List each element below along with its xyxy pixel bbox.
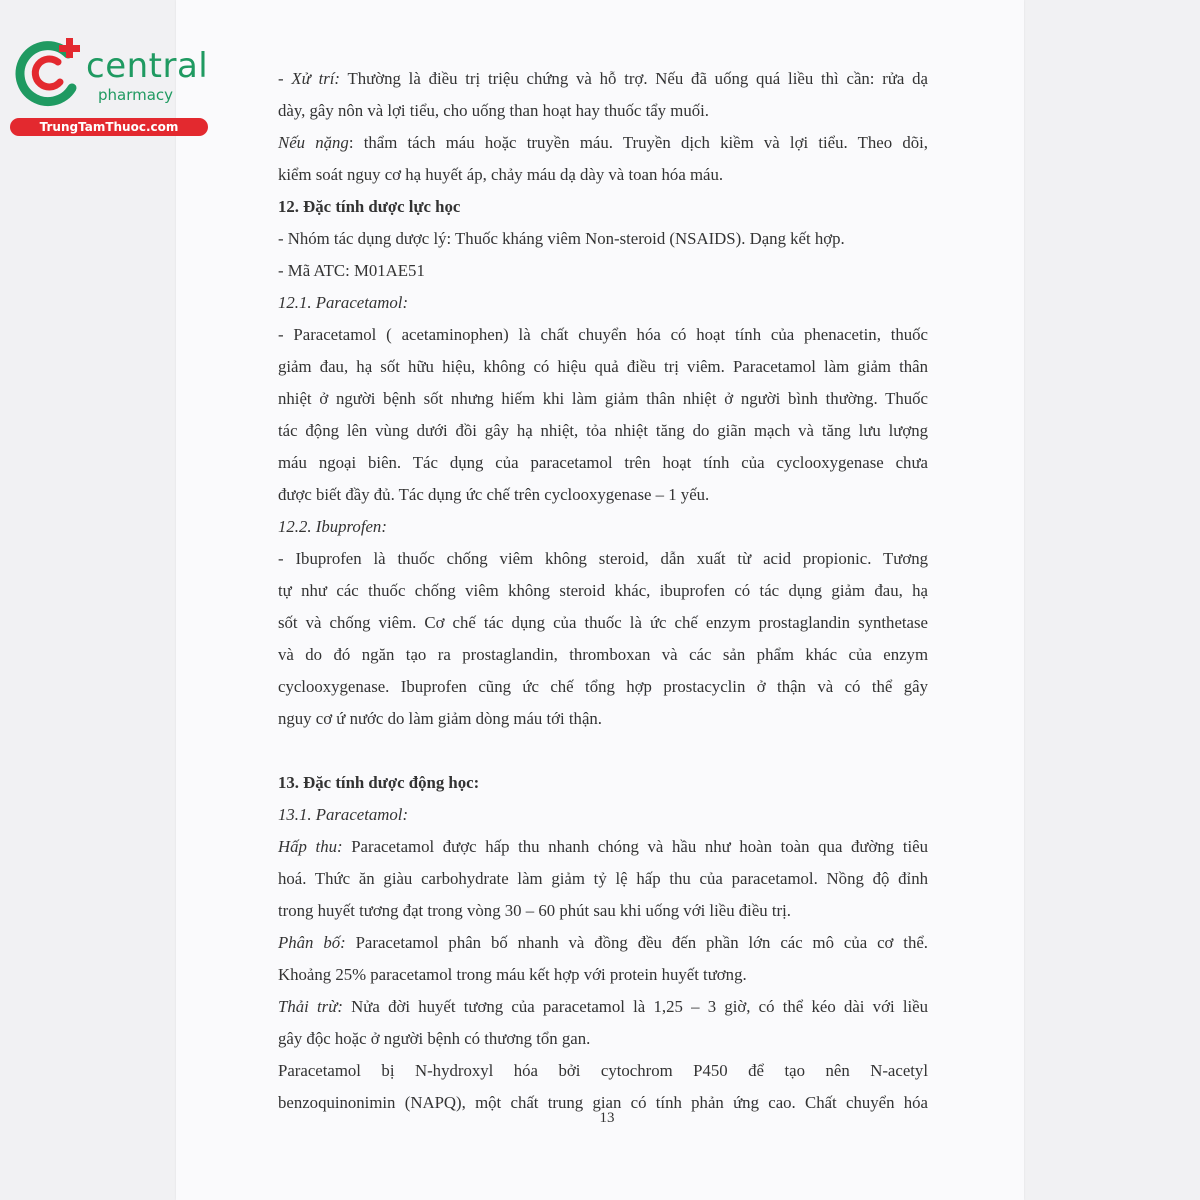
text-line: - Mã ATC: M01AE51 [278,261,425,280]
section-heading-13: 13. Đặc tính dược động học: [278,773,480,792]
text-line: gây độc hoặc ở người bệnh có thương tổn gan. [278,1029,591,1048]
subsection-heading-12-1: 12.1. Paracetamol: [278,293,409,312]
inline-text: Paracetamol được hấp thu nhanh chóng và hầu như hoàn toàn qua đường tiêu [342,837,928,856]
paragraph-line: nhiệt ở người bệnh sốt nhưng hiếm khi làm giảm thân nhiệt ở người bình thường. Thuốc [278,389,928,408]
paragraph-line: benzoquinonimin (NAPQ), một chất trung gian có tính phản ứng cao. Chất chuyển hóa [278,1093,928,1112]
paragraph-line: - Paracetamol ( acetaminophen) là chất chuyển hóa có hoạt tính của phenacetin, thuốc [278,325,928,344]
paragraph-line: Paracetamol bị N-hydroxyl hóa bởi cytochrom P450 để tạo nên N-acetyl [278,1061,928,1080]
logo-sub-text: pharmacy [98,86,174,104]
inline-text: Paracetamol phân bố nhanh và đồng đều đến phần lớn các mô của cơ thể. [345,933,928,952]
text-line [278,831,928,863]
document-content [278,63,928,1119]
subsection-heading-13-1: 13.1. Paracetamol: [278,805,409,824]
text-line [278,127,928,159]
inline-text: : thẩm tách máu hoặc truyền máu. Truyền dịch kiềm và lợi tiểu. Theo dõi, [348,133,928,152]
text-line: dày, gây nôn và lợi tiểu, cho uống than hoạt hay thuốc tẩy muối. [278,101,709,120]
text-line: hoá. Thức ăn giàu carbohydrate làm giảm tỷ lệ hấp thu của paracetamol. Nồng độ đỉnh [278,869,928,888]
paragraph-line: sốt và chống viêm. Cơ chế tác dụng của thuốc là ức chế enzym prostaglandin synthetase [278,613,928,632]
paragraph-line: giảm đau, hạ sốt hữu hiệu, không có hiệu quả điều trị viêm. Paracetamol làm giảm thân [278,357,928,376]
paragraph-line: cyclooxygenase. Ibuprofen cũng ức chế tổng hợp prostacyclin ở thận và có thể gây [278,677,928,696]
inline-text: Thường là điều trị triệu chứng và hỗ trợ. Nếu đã uống quá liều thì cần: rửa dạ [340,69,928,88]
paragraph-line: được biết đầy đủ. Tác dụng ức chế trên cyclooxygenase – 1 yếu. [278,485,710,504]
page-number: 13 [599,1110,615,1126]
inline-label: Thải trừ: [278,997,343,1016]
paragraph-line: máu ngoại biên. Tác dụng của paracetamol trên hoạt tính của cyclooxygenase chưa [278,453,928,472]
inline-label: - Xử trí: [278,69,341,88]
logo-url-badge[interactable]: TrungTamThuoc.com [10,118,208,136]
pharmacy-cross-icon [10,36,90,114]
inline-text: Nửa đời huyết tương của paracetamol là 1,25 – 3 giờ, có thể kéo dài với liều [342,997,928,1016]
paragraph-line: tác động lên vùng dưới đồi gây hạ nhiệt, tỏa nhiệt tăng do giãn mạch và tăng lưu lượng [278,421,928,440]
paragraph-line: tự như các thuốc chống viêm không steroid khác, ibuprofen có tác dụng giảm đau, hạ [278,581,928,600]
text-line: Khoảng 25% paracetamol trong máu kết hợp với protein huyết tương. [278,965,747,984]
paragraph-line: - Ibuprofen là thuốc chống viêm không steroid, dẫn xuất từ acid propionic. Tương [278,549,928,568]
text-line: trong huyết tương đạt trong vòng 30 – 60 phút sau khi uống với liều điều trị. [278,901,791,920]
text-line [278,63,928,95]
section-heading-12: 12. Đặc tính dược lực học [278,197,461,216]
text-line [278,991,928,1023]
text-line [278,927,928,959]
paragraph-line: và do đó ngăn tạo ra prostaglandin, thromboxan và các sản phẩm khác của enzym [278,645,928,664]
text-line: - Nhóm tác dụng dược lý: Thuốc kháng viêm Non-steroid (NSAIDS). Dạng kết hợp. [278,229,845,248]
spacer [278,735,928,767]
logo-brand-text: central [86,46,209,86]
subsection-heading-12-2: 12.2. Ibuprofen: [278,517,387,536]
text-line: kiểm soát nguy cơ hạ huyết áp, chảy máu dạ dày và toan hóa máu. [278,165,724,184]
inline-label: Nếu nặng [278,133,349,152]
paragraph-line: nguy cơ ứ nước do làm giảm dòng máu tới thận. [278,709,602,728]
inline-label: Hấp thu: [278,837,343,856]
central-pharmacy-logo[interactable] [10,36,220,136]
inline-label: Phân bố: [278,933,346,952]
